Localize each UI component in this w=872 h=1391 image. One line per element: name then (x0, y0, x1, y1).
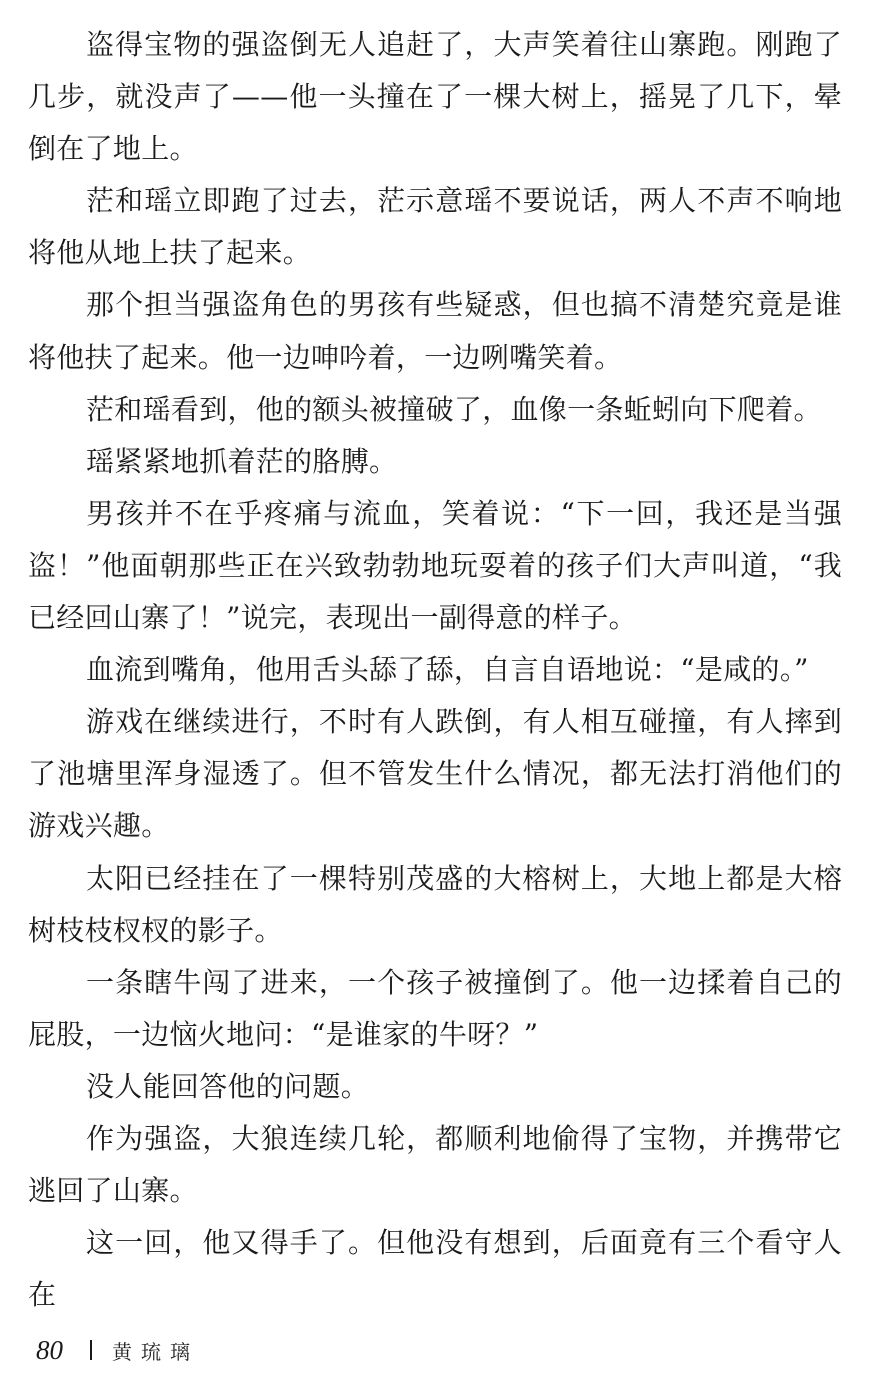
paragraph: 瑶紧紧地抓着茫的胳膊。 (86, 444, 398, 478)
page-body (28, 19, 842, 1321)
paragraph: 游戏在继续进行，不时有人跌倒，有人相互碰撞，有人摔到了池塘里浑身湿透了。但不管发生什么情况，都无法打消他们的游戏兴趣。 (28, 705, 842, 843)
paragraph: 血流到嘴角，他用舌头舔了舔，自言自语地说：“是咸的。” (86, 653, 809, 687)
paragraph: 一条瞎牛闯了进来，一个孩子被撞倒了。他一边揉着自己的屁股，一边恼火地问：“是谁家的牛呀？” (28, 965, 842, 1051)
paragraph: 作为强盗，大狼连续几轮，都顺利地偷得了宝物，并携带它逃回了山寨。 (28, 1121, 842, 1208)
page-footer (36, 1334, 199, 1366)
paragraph: 男孩并不在乎疼痛与流血，笑着说：“下一回，我还是当强盗！”他面朝那些正在兴致勃勃地玩耍着的孩子们大声叫道，“我已经回山寨了！”说完，表现出一副得意的样子。 (28, 496, 842, 635)
paragraph: 茫和瑶看到，他的额头被撞破了，血像一条蚯蚓向下爬着。 (86, 392, 822, 426)
paragraph: 这一回，他又得手了。但他没有想到，后面竟有三个看守人在 (28, 1226, 842, 1312)
paragraph: 茫和瑶立即跑了过去，茫示意瑶不要说话，两人不声不响地将他从地上扶了起来。 (28, 184, 842, 270)
paragraph: 那个担当强盗角色的男孩有些疑惑，但也搞不清楚究竟是谁将他扶了起来。他一边呻吟着，一边咧嘴笑着。 (28, 288, 842, 374)
page-number: 80 (36, 1334, 63, 1365)
book-title: 黄琉璃 (112, 1339, 199, 1364)
paragraph: 没人能回答他的问题。 (86, 1069, 370, 1103)
paragraph: 太阳已经挂在了一棵特别茂盛的大榕树上，大地上都是大榕树枝枝杈杈的影子。 (28, 861, 842, 947)
footer-divider (90, 1340, 92, 1360)
paragraph: 盗得宝物的强盗倒无人追赶了，大声笑着往山寨跑。刚跑了几步，就没声了——他一头撞在了一棵大树上，摇晃了几下，晕倒在了地上。 (28, 28, 842, 166)
